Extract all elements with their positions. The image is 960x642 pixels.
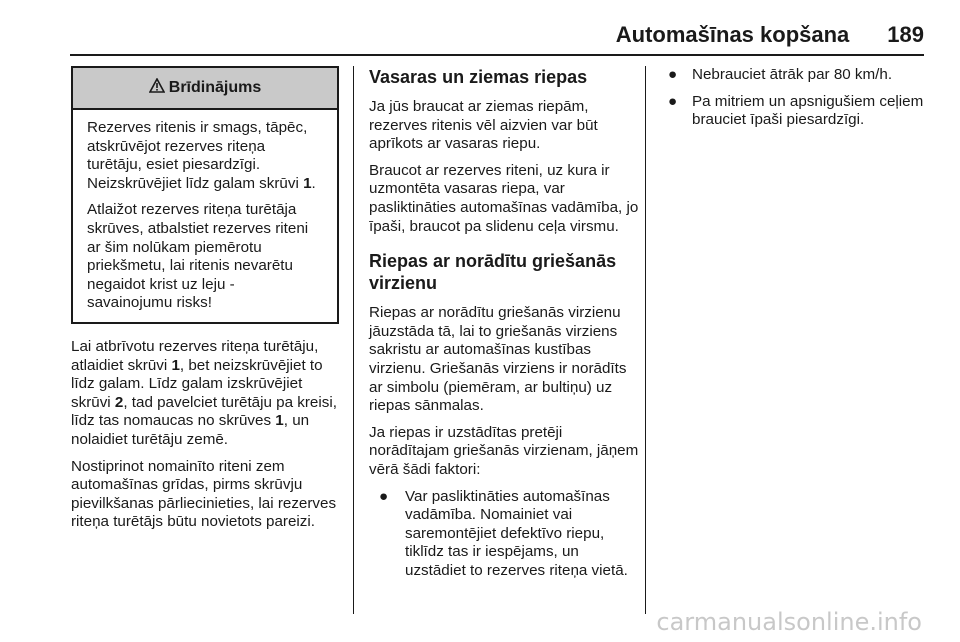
page-header [352, 22, 924, 52]
warning-title: Brīdinājums [168, 78, 262, 96]
body-paragraph: Nostiprinot nomainīto riteni zem automašīnas grīdas, pirms skrūvju pievilkšanas pārliecinieties, lai rezerves riteņa turētājs būtu novietots pareizi. [71, 457, 337, 531]
heading-directional-tyres: Riepas ar norādītu griešanās virzienu [369, 251, 617, 294]
body-paragraph: Riepas ar norādītu griešanās virzienu jāuzstāda tā, lai to griešanās virziens sakristu ar automašīnas kustības virzienu. Griešanās virziens ir norādīts ar simbolu (piemēram, ar bultiņu) uz riepas sānmalas. [369, 304, 627, 415]
bullet-list [668, 66, 930, 130]
warning-body [73, 110, 337, 322]
header-rule [70, 54, 924, 56]
heading-summer-winter-tyres: Vasaras un ziemas riepas [369, 67, 588, 87]
page-number: 189 [887, 22, 924, 47]
list-item: ● Nebrauciet ātrāk par 80 km/h. [668, 66, 893, 83]
bullet-icon: ● [668, 66, 678, 83]
column-divider-right [645, 66, 646, 614]
bullet-icon: ● [668, 92, 678, 110]
bullet-icon: ● [379, 487, 389, 505]
warning-header [73, 68, 337, 110]
body-paragraph: Braucot ar rezerves riteni, uz kura ir uzmontēta vasaras riepa, var pasliktināties automašīnas vadāmība, jo īpaši, braucot pa slidenu ceļa virsmu. [369, 161, 639, 235]
section-title: Automašīnas kopšana [615, 22, 850, 47]
body-paragraph: Ja jūs braucat ar ziemas riepām, rezerves ritenis vēl aizvien var būt aprīkots ar vasaras riepu. [369, 98, 598, 153]
warning-triangle-icon [149, 78, 165, 99]
column-middle [369, 66, 639, 588]
warning-box [71, 66, 339, 324]
column-left [71, 66, 339, 540]
warning-paragraph: Rezerves ritenis ir smags, tāpēc, atskrūvējot rezerves riteņa turētāju, esiet piesardzīgi. Neizskrūvējiet līdz galam skrūvi 1. [87, 119, 316, 192]
list-item: ● Pa mitriem un apsnigušiem ceļiem brauciet īpaši piesardzīgi. [668, 92, 924, 129]
column-right [668, 66, 930, 138]
warning-paragraph: Atlaižot rezerves riteņa turētāja skrūves, atbalstiet rezerves riteni ar šim nolūkam piemērotu priekšmetu, lai ritenis nevarētu negaidot krist uz leju - savainojumu risks! [87, 201, 309, 312]
body-paragraph: Lai atbrīvotu rezerves riteņa turētāju, atlaidiet skrūvi 1, bet neizskrūvējiet to līdz galam. Līdz galam izskrūvējiet skrūvi 2, tad pavelciet turētāju pa kreisi, līdz tas nomaucas no skrūves 1, un nolaidiet turētāju zemē. [71, 337, 337, 448]
watermark: carmanualsonline.info [656, 608, 922, 636]
column-divider-left [353, 66, 354, 614]
body-paragraph: Ja riepas ir uzstādītas pretēji norādītajam griešanās virzienam, jāņem vērā šādi faktori: [369, 423, 639, 478]
list-item: ● Var pasliktināties automašīnas vadāmība. Nomainiet vai saremontējiet defektīvo riepu, tiklīdz tas ir iespējams, un uzstādiet to rezerves riteņa vietā. [379, 487, 628, 579]
bullet-list [369, 488, 639, 581]
